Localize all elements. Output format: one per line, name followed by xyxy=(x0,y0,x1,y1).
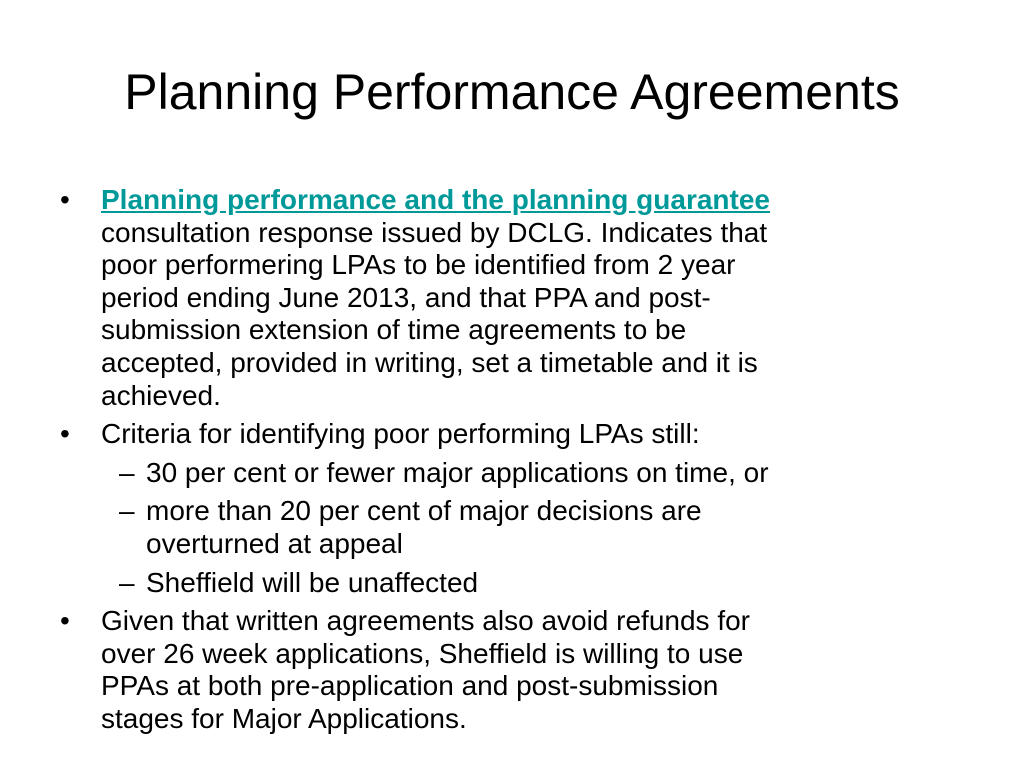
sub-bullet-line: more than 20 per cent of major decisions are xyxy=(146,495,702,527)
slide-body xyxy=(54,184,954,736)
bullet-line xyxy=(101,184,954,217)
bullet-line: stages for Major Applications. xyxy=(101,702,467,734)
sub-bullet-item xyxy=(54,457,954,490)
bullet-item xyxy=(54,418,954,451)
dash-icon: – xyxy=(119,566,135,598)
bullet-line: PPAs at both pre-application and post-submission xyxy=(101,670,719,702)
sub-bullet-item xyxy=(54,495,954,560)
slide-title: Planning Performance Agreements xyxy=(124,64,900,120)
bullet-line: over 26 week applications, Sheffield is willing to use xyxy=(101,637,744,669)
sub-bullet-item xyxy=(54,567,954,600)
bullet-line: consultation response issued by DCLG. Indicates that xyxy=(101,216,768,248)
sub-bullet-line: 30 per cent or fewer major applications on time, or xyxy=(146,456,769,488)
bullet-line: achieved. xyxy=(101,379,221,411)
dash-icon: – xyxy=(119,456,135,488)
bullet-item xyxy=(54,184,954,412)
bullet-line: Criteria for identifying poor performing LPAs still: xyxy=(101,418,700,450)
consultation-link[interactable]: Planning performance and the planning guarantee xyxy=(101,184,770,215)
bullet-icon: • xyxy=(60,418,70,450)
dash-icon: – xyxy=(119,495,135,527)
sub-bullet-line: Sheffield will be unaffected xyxy=(146,566,479,598)
bullet-icon: • xyxy=(60,184,70,215)
bullet-line: period ending June 2013, and that PPA and post- xyxy=(101,281,711,313)
bullet-icon: • xyxy=(60,605,70,637)
bullet-line: poor performering LPAs to be identified from 2 year xyxy=(101,249,736,281)
bullet-line: Given that written agreements also avoid refunds for xyxy=(101,605,751,637)
bullet-line: accepted, provided in writing, set a timetable and it is xyxy=(101,346,758,378)
sub-bullet-line: overturned at appeal xyxy=(146,527,403,559)
bullet-item xyxy=(54,605,954,735)
bullet-line: submission extension of time agreements to be xyxy=(101,314,687,346)
